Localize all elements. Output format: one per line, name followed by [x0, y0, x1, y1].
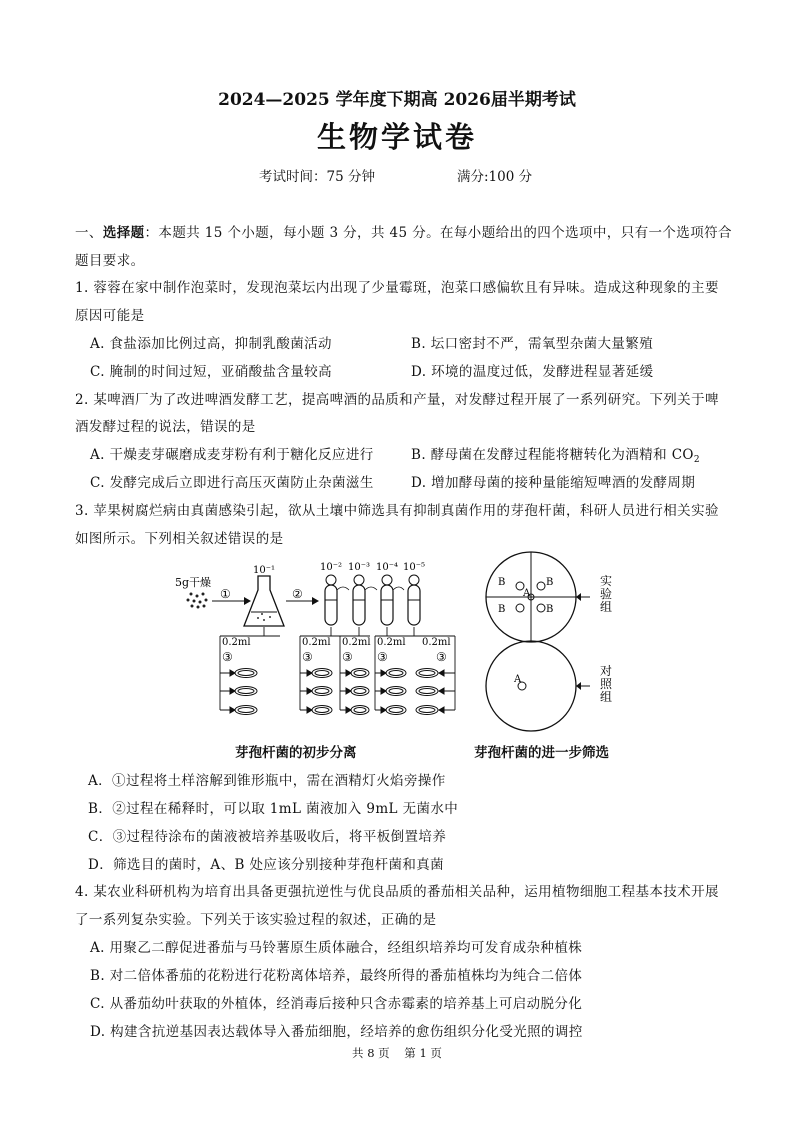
plate-b-label: B [546, 577, 554, 588]
q1-option-d: D. 环境的温度过低，发酵进程显著延缓 [411, 364, 654, 380]
q4-option-a: A. 用聚乙二醇促进番茄与马铃薯原生质体融合，经组织培养均可发育成杂种植株 [90, 940, 583, 956]
q2-stem: 2. 某啤酒厂为了改进啤酒发酵工艺，提高啤酒的品质和产量，对发酵过程开展了一系列研究。下列关于啤 [75, 392, 719, 408]
control-group-label: 对照组 [600, 664, 613, 704]
volume-label: 0.2ml [302, 637, 331, 648]
section-instructions-cont: 题目要求。 [75, 253, 145, 269]
q3-option-a: A．①过程将土样溶解到锥形瓶中，需在酒精灯火焰旁操作 [88, 773, 446, 789]
q2-option-b: B. 酵母菌在发酵过程能将糖转化为酒精和 $CO_2$ [411, 447, 701, 465]
step3-marker: ③ [342, 650, 353, 664]
plate-b-label: B [546, 604, 554, 615]
arrow-step2-head [312, 597, 319, 605]
q4-stem-cont: 了一系列复杂实验。下列关于该实验过程的叙述，正确的是 [75, 912, 437, 928]
subject-title: 生物学试卷 [316, 120, 477, 154]
q1-option-a: A. 食盐添加比例过高，抑制乳酸菌活动 [90, 336, 332, 352]
q1-stem: 1. 蓉蓉在家中制作泡菜时，发现泡菜坛内出现了少量霉斑，泡菜口感偏软且有异味。造成这种现象的主要 [75, 280, 719, 296]
test-tube-4 [403, 562, 425, 625]
test-tube-2 [348, 562, 370, 625]
tube-label: 10⁻² [320, 562, 343, 573]
control-plate-a-label: A [514, 674, 522, 685]
soil-label: 5g干燥 [175, 576, 212, 589]
ctrl-group-pointer-head [576, 682, 581, 690]
page-footer: 共 8 页 第 1 页 [352, 1046, 442, 1060]
q4-option-c: C. 从番茄幼叶获取的外植体，经消毒后接种只含赤霉素的培养基上可启动脱分化 [90, 996, 583, 1012]
full-score: 满分:100 分 [457, 169, 533, 185]
step3-marker: ③ [302, 650, 313, 664]
volume-label: 0.2ml [342, 637, 371, 648]
step2-marker: ② [292, 587, 303, 601]
q3-option-d: D．筛选目的菌时，A、B 处应该分别接种芽孢杆菌和真菌 [88, 857, 445, 873]
tube-label: 10⁻⁵ [403, 562, 426, 573]
flask-dilution-label: 10⁻¹ [253, 565, 276, 576]
exp-group-pointer-head [576, 593, 581, 601]
plating-connectors [220, 627, 455, 710]
plate-b-label: B [498, 604, 506, 615]
step3-marker: ③ [377, 650, 388, 664]
petri-plates [220, 669, 455, 715]
q3-option-b: B．②过程在稀释时，可以取 1mL 菌液加入 9mL 无菌水中 [88, 801, 459, 817]
q1-option-c: C. 腌制的时间过短，亚硝酸盐含量较高 [90, 364, 333, 380]
plate-b-label: B [498, 577, 506, 588]
figure-caption-right: 芽孢杆菌的进一步筛选 [474, 745, 609, 761]
q2-stem-cont: 酒发酵过程的说法，错误的是 [75, 419, 256, 435]
control-plate [486, 641, 576, 731]
volume-label: 0.2ml [422, 637, 451, 648]
q2-option-d: D. 增加酵母菌的接种量能缩短啤酒的发酵周期 [411, 475, 696, 491]
experimental-plate [486, 552, 576, 642]
tube-transfer-arrows [337, 587, 404, 590]
q1-option-b: B. 坛口密封不严，需氧型杂菌大量繁殖 [411, 336, 654, 352]
step1-marker: ① [220, 587, 231, 601]
exam-time: 考试时间：75 分钟 [259, 169, 375, 185]
plate-a-label: A [523, 588, 531, 599]
q4-option-b: B. 对二倍体番茄的花粉进行花粉离体培养，最终所得的番茄植株均为纯合二倍体 [90, 968, 583, 984]
flask-sediment [257, 613, 271, 621]
q2-option-c: C. 发酵完成后立即进行高压灭菌防止杂菌滋生 [90, 475, 374, 491]
volume-label: 0.2ml [222, 637, 251, 648]
exam-title: 2024—2025 学年度下期高 2026届半期考试 [218, 90, 576, 110]
section-instructions: 一、选择题：本题共 15 个小题，每小题 3 分，共 45 分。在每小题给出的四个选项中，只有一个选项符合 [75, 225, 732, 241]
q2-option-a: A. 干燥麦芽碾磨成麦芽粉有利于糖化反应进行 [90, 447, 374, 463]
q1-stem-cont: 原因可能是 [75, 308, 145, 324]
figure-caption-left: 芽孢杆菌的初步分离 [235, 745, 357, 761]
test-tube-1 [320, 562, 342, 625]
q3-option-c: C．③过程待涂布的菌液被培养基吸收后，将平板倒置培养 [88, 829, 447, 845]
q4-option-d: D. 构建含抗逆基因表达载体导入番茄细胞，经培养的愈伤组织分化受光照的调控 [90, 1024, 583, 1040]
step3-marker: ③ [436, 650, 447, 664]
soil-sample-icon [187, 593, 208, 609]
section-name: 选择题 [102, 225, 145, 241]
q4-stem: 4. 某农业科研机构为培育出具备更强抗逆性与优良品质的番茄相关品种，运用植物细胞工程基本技术开展 [75, 884, 719, 900]
tube-label: 10⁻³ [348, 562, 371, 573]
volume-label: 0.2ml [377, 637, 406, 648]
tube-label: 10⁻⁴ [376, 562, 399, 573]
q3-stem-cont: 如图所示。下列相关叙述错误的是 [75, 531, 284, 547]
arrow-step1-head [244, 597, 251, 605]
experimental-group-label: 实验组 [600, 574, 613, 614]
q3-stem: 3. 苹果树腐烂病由真菌感染引起，欲从土壤中筛选具有抑制真菌作用的芽孢杆菌，科研人员进行相关实验 [75, 503, 719, 519]
test-tube-3 [376, 562, 398, 625]
step3-marker: ③ [222, 650, 233, 664]
